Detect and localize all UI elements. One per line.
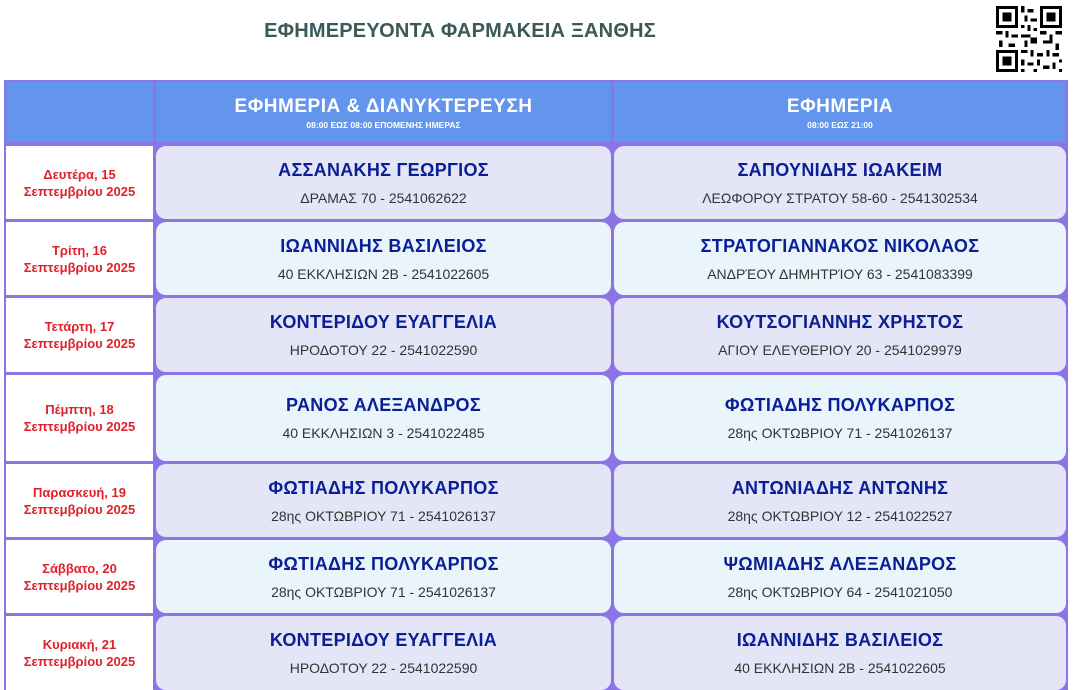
date-day: Κυριακή, 21: [42, 637, 117, 652]
pharmacy-address: ΔΡΑΜΑΣ 70 - 2541062622: [300, 189, 467, 206]
date-cell: [6, 375, 153, 461]
date-day: Παρασκευή, 19: [33, 484, 126, 500]
date-cell: [6, 146, 153, 219]
page-title: [0, 20, 1000, 43]
table-row: [4, 375, 1068, 461]
pharmacy-schedule-table: [4, 80, 1068, 690]
table-row: [4, 146, 1068, 219]
pharmacy-address: 28ης ΟΚΤΩΒΡΙΟΥ 71 - 2541026137: [271, 507, 496, 524]
table-row: [4, 540, 1068, 613]
table-row: [4, 222, 1068, 295]
date-month: Σεπτεμβρίου 2025: [23, 419, 136, 434]
date-month: Σεπτεμβρίου 2025: [23, 501, 136, 517]
pharmacy-name: ΡΑΝΟΣ ΑΛΕΞΑΝΔΡΟΣ: [286, 395, 481, 415]
date-cell: [6, 298, 153, 372]
pharmacy-name: ΚΟΝΤΕΡΙΔΟΥ ΕΥΑΓΓΕΛΙΑ: [269, 312, 498, 332]
header-night-duty-title: ΕΦΗΜΕΡΙΑ & ΔΙΑΝΥΚΤΕΡΕΥΣΗ: [234, 96, 533, 117]
table-row: [4, 298, 1068, 372]
page-title-text: ΕΦΗΜΕΡΕΥΟΝΤΑ ΦΑΡΜΑΚΕΙΑ ΞΑΝΘΗΣ: [264, 20, 656, 42]
pharmacy-name: ΚΟΥΤΣΟΓΙΑΝΝΗΣ ΧΡΗΣΤΟΣ: [716, 312, 964, 332]
header-date-cell: [6, 82, 153, 142]
header-night-duty-hours: 08:00 ΕΩΣ 08:00 ΕΠΟΜΕΝΗΣ ΗΜΕΡΑΣ: [306, 120, 461, 130]
date-cell: [6, 540, 153, 613]
date-day: Πέμπτη, 18: [45, 402, 114, 417]
pharmacy-name: ΙΩΑΝΝΙΔΗΣ ΒΑΣΙΛΕΙΟΣ: [736, 630, 944, 650]
pharmacy-address: ΗΡΟΔΟΤΟΥ 22 - 2541022590: [289, 660, 478, 676]
pharmacy-name: ΨΩΜΙΑΔΗΣ ΑΛΕΞΑΝΔΡΟΣ: [723, 553, 957, 574]
pharmacy-address: ΑΝΔΡΈΟΥ ΔΗΜΗΤΡΊΟΥ 63 - 2541083399: [707, 265, 973, 282]
day-duty-pharmacy: [614, 298, 1066, 372]
pharmacy-name: ΦΩΤΙΑΔΗΣ ΠΟΛΥΚΑΡΠΟΣ: [724, 395, 956, 415]
pharmacy-name: ΙΩΑΝΝΙΔΗΣ ΒΑΣΙΛΕΙΟΣ: [280, 235, 487, 256]
pharmacy-address: 28ης ΟΚΤΩΒΡΙΟΥ 12 - 2541022527: [727, 507, 953, 524]
pharmacy-name: ΦΩΤΙΑΔΗΣ ΠΟΛΥΚΑΡΠΟΣ: [268, 477, 499, 498]
pharmacy-name: ΣΤΡΑΤΟΓΙΑΝΝΑΚΟΣ ΝΙΚΟΛΑΟΣ: [700, 235, 980, 256]
night-duty-pharmacy: [156, 222, 611, 295]
pharmacy-name: ΑΝΤΩΝΙΑΔΗΣ ΑΝΤΩΝΗΣ: [731, 477, 949, 498]
pharmacy-address: 28ης ΟΚΤΩΒΡΙΟΥ 64 - 2541021050: [727, 583, 953, 600]
date-month: Σεπτεμβρίου 2025: [23, 183, 136, 199]
header-day-duty: [614, 82, 1066, 142]
pharmacy-address: ΗΡΟΔΟΤΟΥ 22 - 2541022590: [289, 342, 478, 358]
header-day-duty-title: ΕΦΗΜΕΡΙΑ: [786, 96, 894, 117]
day-duty-pharmacy: [614, 222, 1066, 295]
header-day-duty-hours: 08:00 ΕΩΣ 21:00: [807, 120, 873, 130]
day-duty-pharmacy: [614, 375, 1066, 461]
qr-code-icon: [996, 6, 1062, 72]
pharmacy-address: 40 ΕΚΚΛΗΣΙΩΝ 3 - 2541022485: [282, 425, 485, 441]
table-row: [4, 616, 1068, 690]
date-month: Σεπτεμβρίου 2025: [23, 336, 136, 351]
night-duty-pharmacy: [156, 464, 611, 537]
pharmacy-address: ΑΓΙΟΥ ΕΛΕΥΘΕΡΙΟΥ 20 - 2541029979: [718, 342, 962, 358]
day-duty-pharmacy: [614, 616, 1066, 690]
night-duty-pharmacy: [156, 616, 611, 690]
header-night-duty: [156, 82, 611, 142]
pharmacy-address: 40 ΕΚΚΛΗΣΙΩΝ 2Β - 2541022605: [734, 660, 946, 676]
day-duty-pharmacy: [614, 464, 1066, 537]
pharmacy-address: 28ης ΟΚΤΩΒΡΙΟΥ 71 - 2541026137: [271, 583, 496, 600]
pharmacy-address: ΛΕΩΦΟΡΟΥ ΣΤΡΑΤΟΥ 58-60 - 2541302534: [702, 189, 978, 206]
pharmacy-name: ΑΣΣΑΝΑΚΗΣ ΓΕΩΡΓΙΟΣ: [278, 159, 489, 180]
night-duty-pharmacy: [156, 540, 611, 613]
pharmacy-address: 40 ΕΚΚΛΗΣΙΩΝ 2Β - 2541022605: [277, 265, 490, 282]
date-cell: [6, 616, 153, 690]
date-day: Τετάρτη, 17: [44, 319, 115, 334]
pharmacy-name: ΣΑΠΟΥΝΙΔΗΣ ΙΩΑΚΕΙΜ: [737, 159, 943, 180]
date-month: Σεπτεμβρίου 2025: [23, 654, 136, 669]
table-row: [4, 464, 1068, 537]
pharmacy-name: ΦΩΤΙΑΔΗΣ ΠΟΛΥΚΑΡΠΟΣ: [268, 553, 499, 574]
night-duty-pharmacy: [156, 375, 611, 461]
day-duty-pharmacy: [614, 146, 1066, 219]
date-day: Τρίτη, 16: [51, 242, 108, 258]
date-day: Δευτέρα, 15: [43, 166, 116, 182]
day-duty-pharmacy: [614, 540, 1066, 613]
date-month: Σεπτεμβρίου 2025: [23, 259, 136, 275]
pharmacy-address: 28ης ΟΚΤΩΒΡΙΟΥ 71 - 2541026137: [727, 425, 953, 441]
date-day: Σάββατο, 20: [42, 560, 117, 576]
date-cell: [6, 464, 153, 537]
date-month: Σεπτεμβρίου 2025: [23, 577, 136, 593]
night-duty-pharmacy: [156, 298, 611, 372]
pharmacy-name: ΚΟΝΤΕΡΙΔΟΥ ΕΥΑΓΓΕΛΙΑ: [269, 630, 498, 650]
night-duty-pharmacy: [156, 146, 611, 219]
date-cell: [6, 222, 153, 295]
